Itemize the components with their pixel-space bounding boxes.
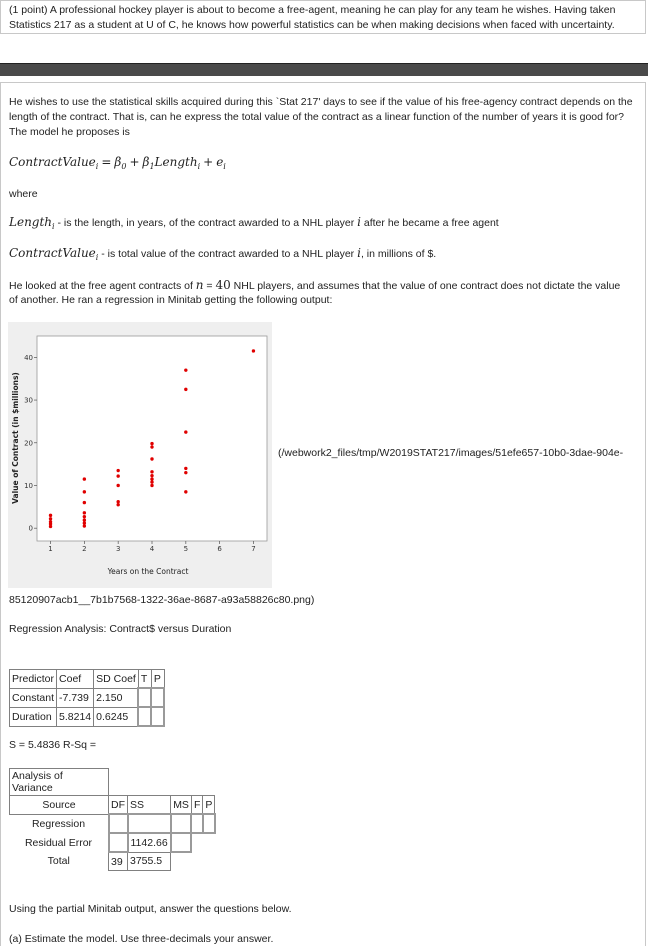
x-tick-label: 6 [217,545,222,553]
coef-cell: -7.739 [57,688,94,707]
data-point [150,445,153,448]
data-point [184,368,187,371]
regression-title: Regression Analysis: Contract$ versus Duration [9,623,232,635]
data-point [116,500,119,503]
plot-area [37,336,267,541]
intro-box [0,0,646,34]
anova-title: Analysis of Variance [10,769,109,796]
y-tick-label: 20 [24,439,33,448]
x-tick-label: 3 [115,545,121,553]
y-axis-label: Value of Contract (in $millions) [11,372,20,504]
s-rsq-line: S = 5.4836 R-Sq = [9,739,96,751]
data-point [83,511,86,514]
length-definition: Length$_i$ - is the length, in years, of the contract awarded to a NHL player i after he became a free agent [9,215,499,231]
image-path-continued: 85120907acb1__7b1b7568-1322-36ae-8687-a93a58826c80.png) [9,594,315,606]
data-point [150,484,153,487]
coef-header: SD Coef [94,670,139,689]
image-path-text: (/webwork2_files/tmp/W2019STAT217/images/51efe657-10b0-3dae-904e- [278,447,624,459]
anova-source: Regression [31,817,86,830]
data-point [150,470,153,473]
value-definition: ContractValue$_i$ - is total value of the contract awarded to a NHL player i, in millions of $. [9,246,437,262]
data-point [184,388,187,391]
scatter-plot [8,322,272,588]
intro-text: (1 point) A professional hockey player is about to become a free-agent, meaning he can play for any team he wishes. Having taken Statistics 217 as a student at U of C, he knows how powerful statistics can be when making decisions when faced with uncertainty. [9,4,616,31]
data-point [116,484,119,487]
anova-header: P [203,796,215,815]
x-tick-label: 4 [149,545,155,553]
instruction-text: Using the partial Minitab output, answer the questions below. [9,903,292,915]
data-point [116,503,119,506]
anova-header: DF [109,796,128,815]
coef-cell: Duration [10,707,57,726]
problem-paragraph-1: He wishes to use the statistical skills acquired during this `Stat 217' days to see if the value of his free-agency contract depends on the length of the contract. That is, can he express the total value of the contract as a linear function of the number of years it is good for? The model he proposes is [9,96,633,138]
data-point [49,517,52,520]
x-tick-label: 5 [183,545,189,553]
p-value-blank[interactable] [151,707,164,726]
coef-cell: 0.6245 [94,707,139,726]
t-value-blank[interactable] [138,707,151,726]
data-point [49,514,52,517]
coef-header: Predictor [10,670,57,689]
data-point [83,521,86,524]
section-divider-bar [0,63,648,76]
y-tick-label: 40 [24,353,33,362]
data-point [184,430,187,433]
sample-paragraph-line2: of another. He ran a regression in Minitab getting the following output: [9,294,333,306]
sample-paragraph: He looked at the free agent contracts of n = 40 NHL players, and assumes that the value of one contract does not dictate the value [9,278,621,292]
anova-cell: 1142.66 [128,833,171,852]
data-point [150,457,153,460]
data-point [150,442,153,445]
anova-source: Total [47,855,70,868]
anova-header: MS [171,796,192,815]
anova-header: SS [128,796,171,815]
data-point [83,501,86,504]
data-point [184,467,187,470]
anova-cell: 3755.5 [128,852,171,871]
coef-cell: Constant [10,688,57,707]
data-point [83,490,86,493]
anova-source: Residual Error [24,836,93,849]
data-point [83,524,86,527]
where-label: where [9,188,38,200]
data-point [252,349,255,352]
anova-blank[interactable] [109,833,128,852]
anova-blank[interactable] [203,814,215,833]
anova-header: Source [10,796,109,815]
anova-blank[interactable] [191,814,202,833]
coef-cell: 2.150 [94,688,139,707]
data-point [184,490,187,493]
data-point [83,477,86,480]
data-point [116,474,119,477]
anova-table [9,768,216,871]
x-axis-label: Years on the Contract [107,567,189,576]
coef-header: T [138,670,151,689]
x-tick-label: 2 [82,545,87,553]
p-value-blank[interactable] [151,688,164,707]
y-tick-label: 10 [24,481,33,490]
x-tick-label: 1 [48,545,53,553]
data-point [150,480,153,483]
anova-blank[interactable] [171,833,192,852]
coefficient-table [9,669,165,727]
data-point [150,477,153,480]
question-a: (a) Estimate the model. Use three-decimals your answer. [9,933,274,945]
coef-header: P [151,670,164,689]
y-tick-label: 0 [28,524,33,533]
anova-cell: 39 [109,852,128,871]
data-point [83,515,86,518]
data-point [150,474,153,477]
data-point [83,518,86,521]
coef-cell: 5.8214 [57,707,94,726]
anova-blank[interactable] [109,814,128,833]
data-point [49,520,52,523]
anova-header: F [191,796,202,815]
model-lhs: ContractValue [9,155,96,169]
data-point [184,471,187,474]
x-tick-label: 7 [251,545,256,553]
anova-blank[interactable] [128,814,171,833]
model-equation: ContractValue$_i$ = $\beta_0$ + $\beta_1Length_i + e_i$ [9,155,226,171]
anova-blank[interactable] [171,814,192,833]
data-point [116,469,119,472]
y-tick-label: 30 [24,396,33,405]
t-value-blank[interactable] [138,688,151,707]
coef-header: Coef [57,670,94,689]
